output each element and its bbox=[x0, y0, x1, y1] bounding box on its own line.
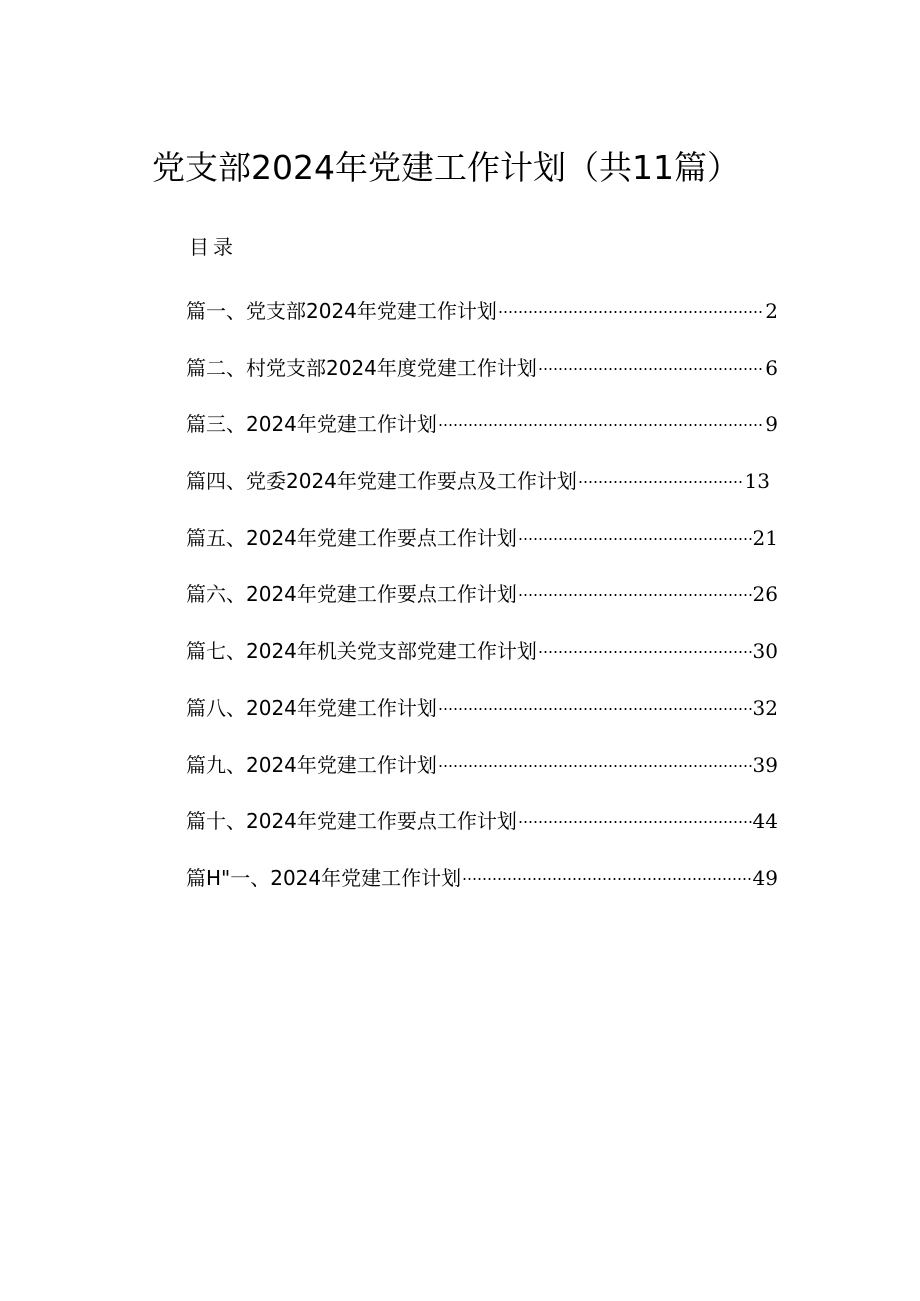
toc-dot-leader bbox=[498, 286, 764, 318]
toc-entry-label: 篇五、2024年党建工作要点工作计划 bbox=[186, 525, 517, 550]
toc-entry[interactable] bbox=[186, 456, 770, 494]
toc-entry[interactable] bbox=[186, 399, 778, 437]
table-of-contents bbox=[186, 286, 778, 910]
toc-entry[interactable] bbox=[186, 626, 778, 664]
toc-page-number: 13 bbox=[744, 469, 770, 494]
toc-page-number: 49 bbox=[752, 865, 778, 890]
toc-entry-label: 篇八、2024年党建工作计划 bbox=[186, 695, 437, 720]
toc-entry[interactable] bbox=[186, 740, 778, 777]
toc-dot-leader bbox=[518, 513, 752, 545]
toc-dot-leader bbox=[518, 569, 752, 601]
toc-entry[interactable] bbox=[186, 853, 778, 890]
toc-entry-label: 篇六、2024年党建工作要点工作计划 bbox=[186, 582, 517, 607]
toc-entry-label: 篇七、2024年机关党支部党建工作计划 bbox=[186, 639, 537, 664]
document-title: 党支部2024年党建工作计划（共11篇） bbox=[152, 148, 740, 187]
toc-entry[interactable] bbox=[186, 569, 778, 607]
toc-page-number: 6 bbox=[765, 355, 778, 380]
toc-entry-label: 篇十、2024年党建工作要点工作计划 bbox=[186, 809, 517, 834]
toc-dot-leader bbox=[438, 399, 764, 431]
toc-page-number: 26 bbox=[752, 582, 778, 607]
toc-dot-leader bbox=[438, 683, 752, 715]
toc-page-number: 44 bbox=[752, 809, 778, 834]
toc-dot-leader bbox=[518, 796, 752, 828]
toc-page-number: 39 bbox=[752, 752, 778, 777]
toc-entry-label: 篇三、2024年党建工作计划 bbox=[186, 412, 437, 437]
toc-entry-label: 篇四、党委2024年党建工作要点及工作计划 bbox=[186, 469, 577, 494]
toc-entry-label: 篇九、2024年党建工作计划 bbox=[186, 752, 437, 777]
toc-page-number: 9 bbox=[765, 412, 778, 437]
toc-dot-leader bbox=[538, 343, 764, 375]
toc-dot-leader bbox=[462, 853, 751, 885]
toc-entry[interactable] bbox=[186, 796, 778, 834]
toc-entry[interactable] bbox=[186, 683, 778, 720]
toc-entry-label: 篇H"一、2024年党建工作计划 bbox=[186, 865, 462, 890]
toc-page-number: 2 bbox=[765, 299, 778, 323]
toc-dot-leader bbox=[538, 626, 752, 658]
toc-page-number: 30 bbox=[752, 639, 778, 664]
toc-page-number: 32 bbox=[752, 695, 778, 720]
toc-page-number: 21 bbox=[752, 525, 778, 550]
toc-entry-label: 篇二、村党支部2024年度党建工作计划 bbox=[186, 355, 537, 380]
toc-entry[interactable] bbox=[186, 286, 778, 323]
toc-dot-leader bbox=[438, 740, 752, 772]
toc-entry[interactable] bbox=[186, 513, 778, 550]
toc-entry[interactable] bbox=[186, 343, 778, 380]
toc-dot-leader bbox=[578, 456, 744, 488]
toc-entry-label: 篇一、党支部2024年党建工作计划 bbox=[186, 299, 497, 323]
toc-heading: 目录 bbox=[189, 235, 237, 259]
